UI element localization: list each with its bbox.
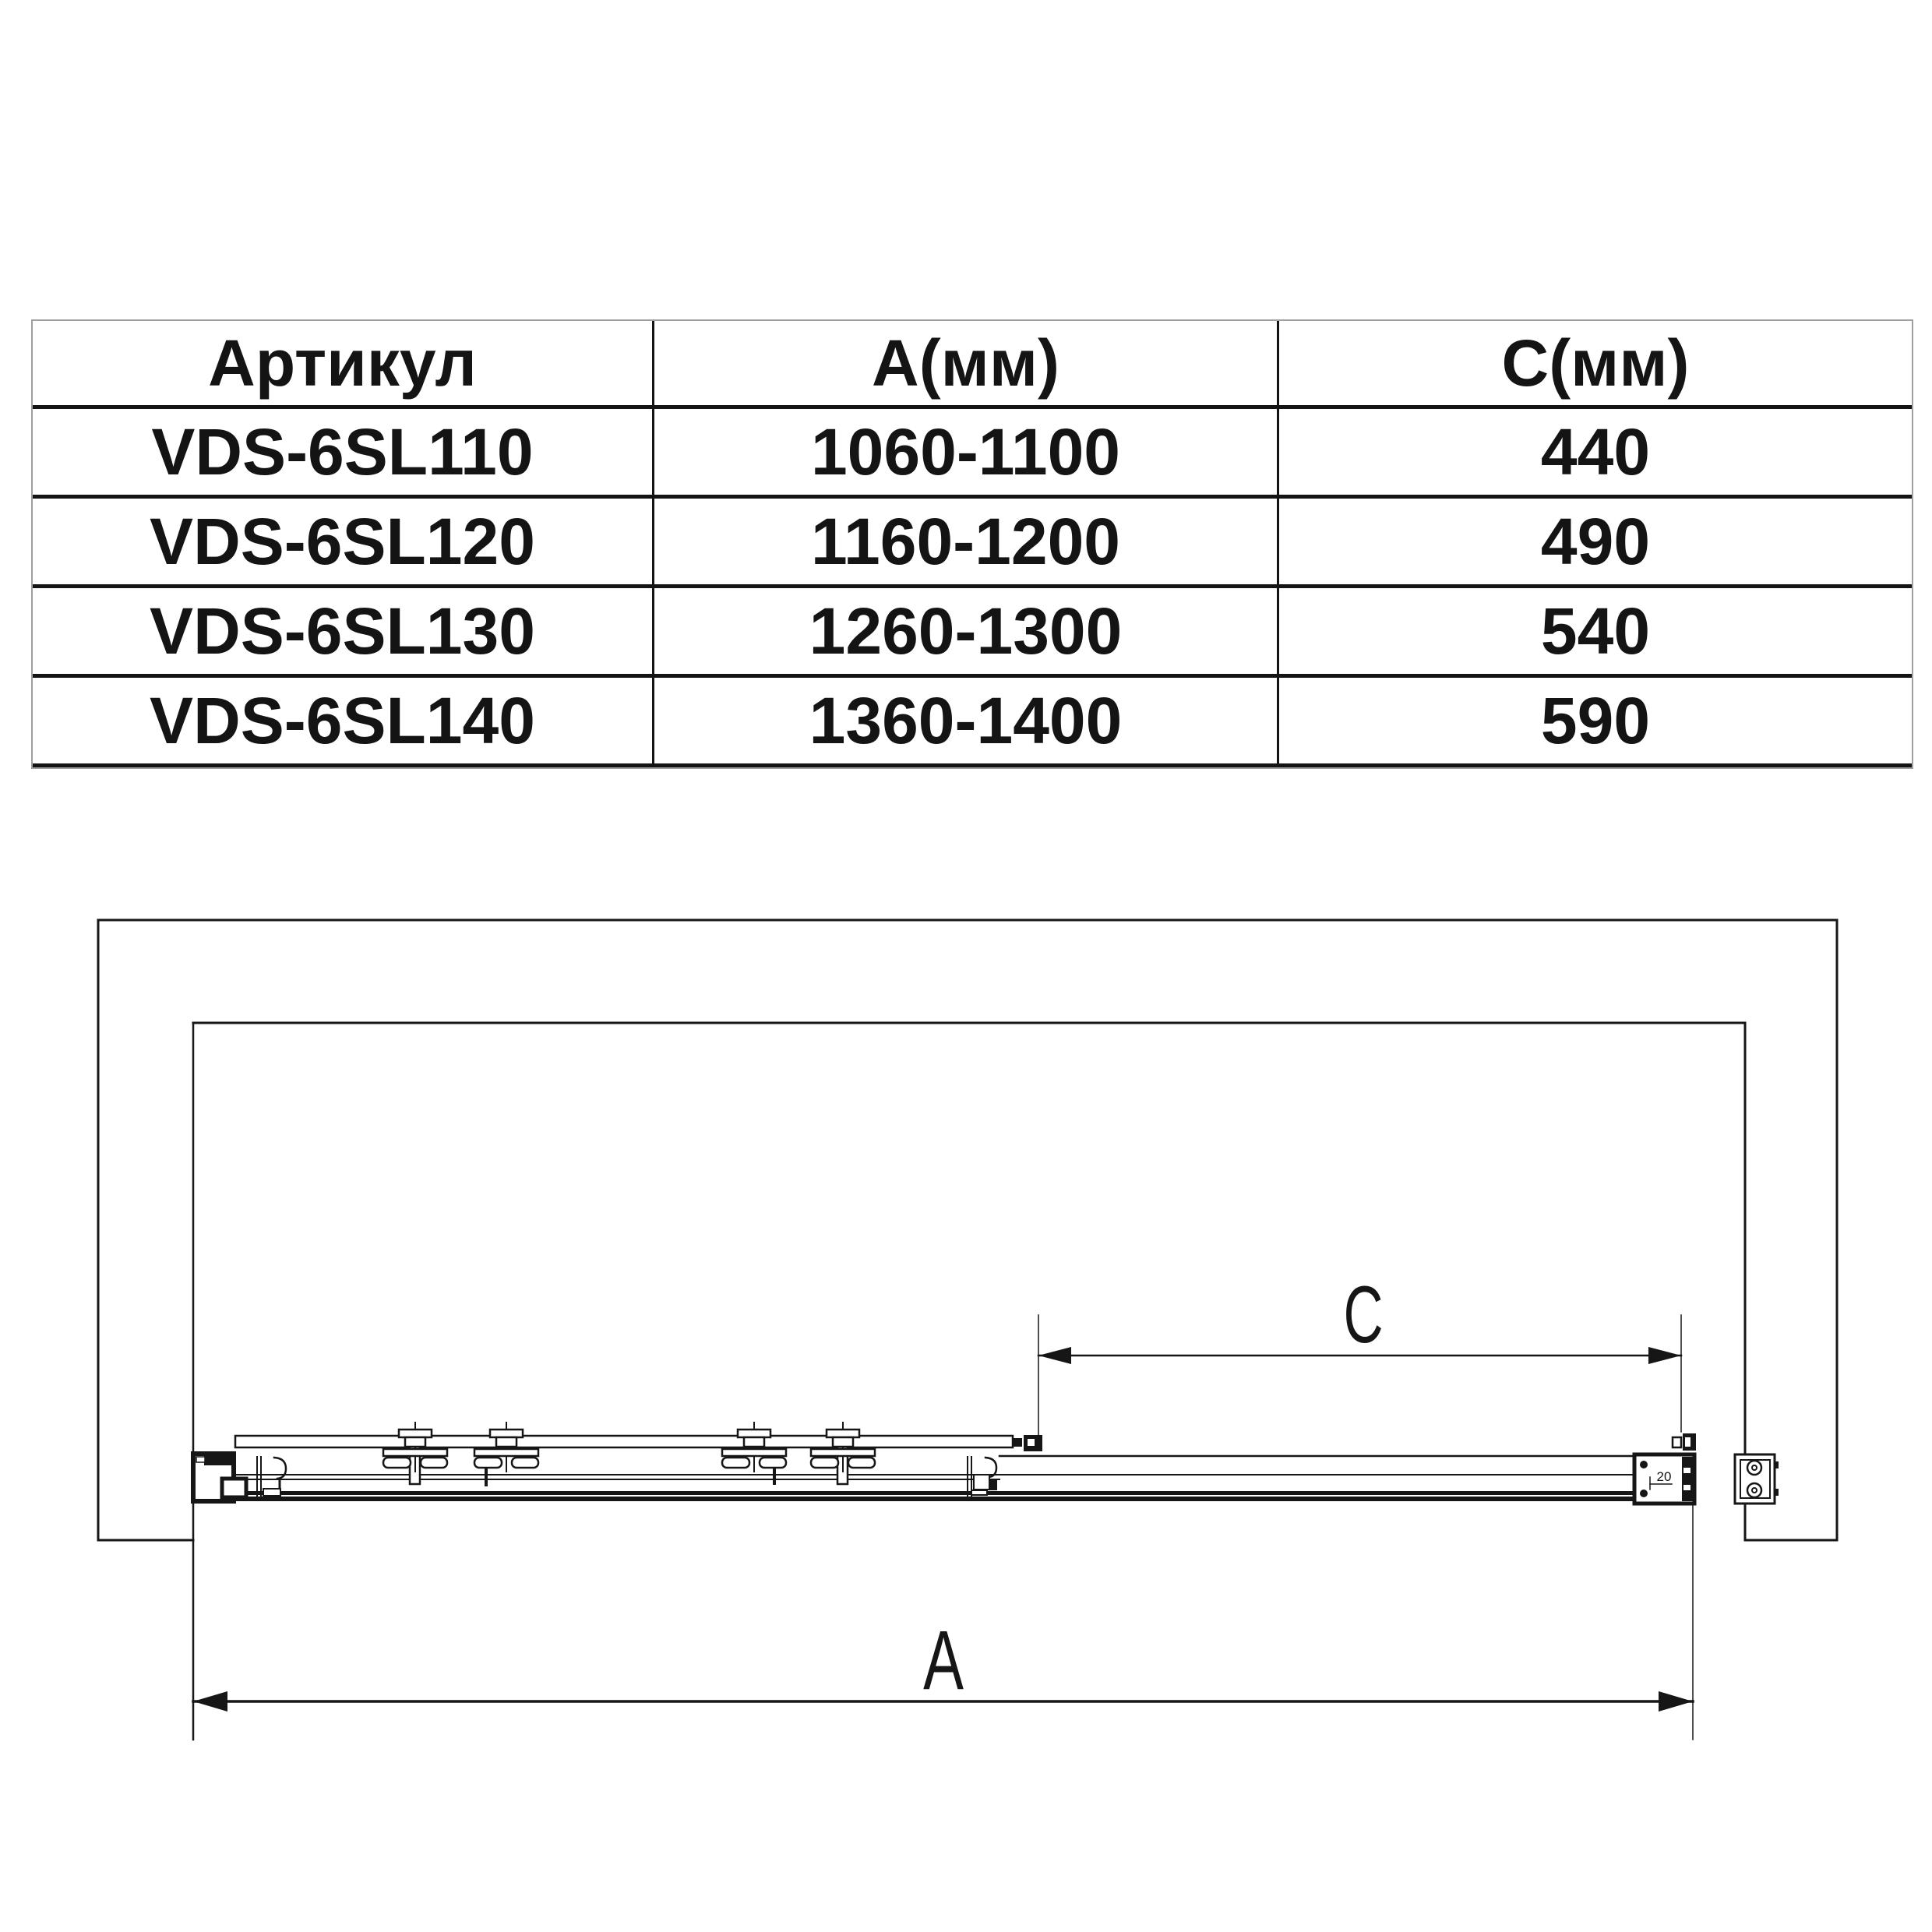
dimension-c [1038,1268,1681,1435]
header-cell-dim-a: А(мм) [654,321,1279,409]
table-cell-article: VDS-6SL120 [33,499,654,588]
bottom-track [234,1491,1634,1501]
table-cell-dim-c: 540 [1279,588,1912,678]
table-cell-dim-c: 590 [1279,678,1912,767]
table-cell-article: VDS-6SL110 [33,409,654,499]
table-cell-dim-a: 1060-1100 [654,409,1279,499]
end-cap [1634,1454,1694,1504]
dim-a-label: A [923,1613,964,1707]
table-cell-dim-a: 1360-1400 [654,678,1279,767]
dimension-a [193,1505,1693,1740]
left-guide-carriage [257,1457,286,1497]
table-cell-dim-c: 440 [1279,409,1912,499]
table-cell-dim-c: 490 [1279,499,1912,588]
door-assembly [193,1423,1779,1504]
table-cell-article: VDS-6SL130 [33,588,654,678]
table-cell-dim-a: 1260-1300 [654,588,1279,678]
dim-c-label: C [1343,1268,1384,1360]
door-stop-bumper [1673,1433,1696,1451]
header-cell-dim-c: С(мм) [1279,321,1912,409]
header-cell-article: Артикул [33,321,654,409]
top-rail [235,1436,1013,1447]
left-wall-profile [193,1454,246,1501]
rail-end-bumper [1013,1435,1042,1451]
table-cell-article: VDS-6SL140 [33,678,654,767]
alcove-outline [193,1023,1745,1740]
table-cell-dim-a: 1160-1200 [654,499,1279,588]
end-cap-note: 20 [1656,1469,1672,1484]
wall-mount-bracket [1735,1454,1779,1504]
